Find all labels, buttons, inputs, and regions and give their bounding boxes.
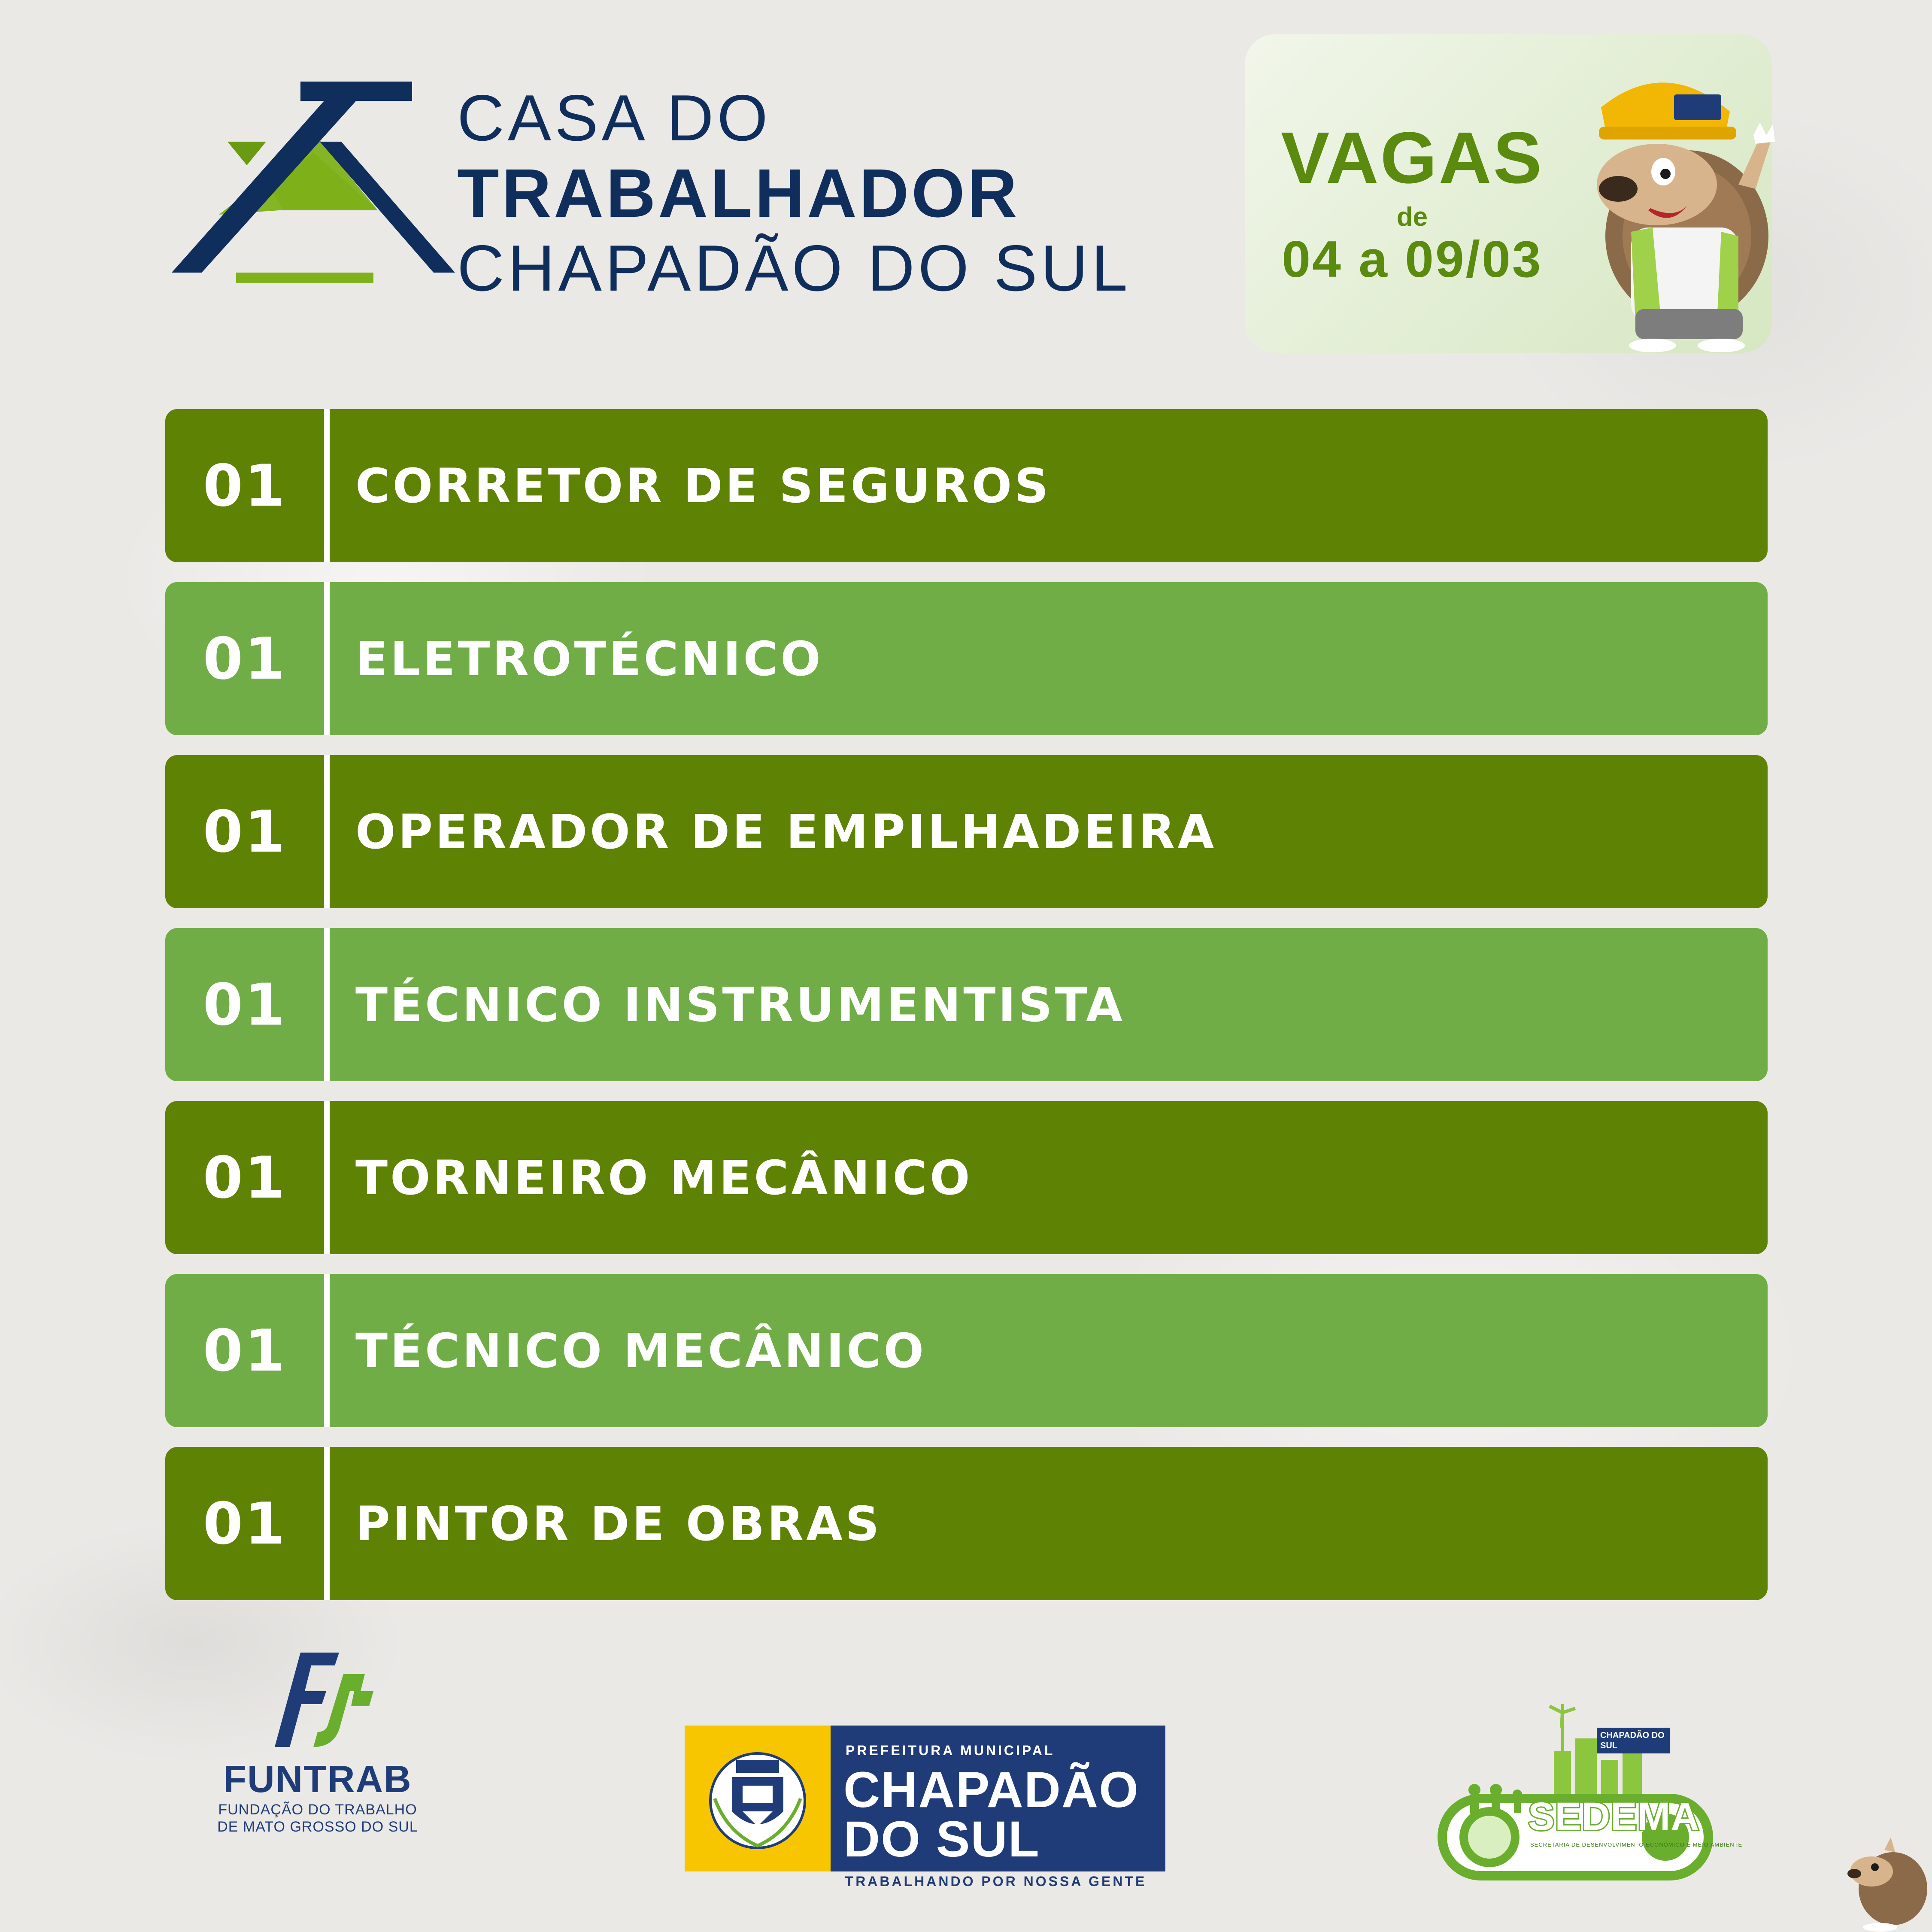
funtrab-subtitle-1: FUNDAÇÃO DO TRABALHO <box>218 1802 417 1818</box>
sedema-badge: CHAPADÃO DO SUL <box>1597 1728 1670 1753</box>
job-quantity: 01 <box>203 625 287 692</box>
job-divider <box>324 928 330 1081</box>
funtrab-name: FUNTRAB <box>223 1758 412 1800</box>
job-quantity: 01 <box>203 798 287 865</box>
job-quantity: 01 <box>203 1144 287 1211</box>
job-divider <box>324 409 330 562</box>
job-quantity: 01 <box>203 971 287 1038</box>
prefeitura-label: PREFEITURA MUNICIPAL <box>846 1743 1055 1758</box>
funtrab-logo <box>206 1644 429 1884</box>
job-title: CORRETOR DE SEGUROS <box>355 458 1051 513</box>
prefeitura-name-line-2: DO SUL <box>843 1811 1040 1868</box>
job-divider <box>324 1274 330 1427</box>
prefeitura-name-line-1: CHAPADÃO <box>843 1762 1140 1818</box>
funtrab-logo-icon <box>253 1644 382 1756</box>
title-line-2: TRABALHADOR <box>457 155 1020 231</box>
job-title: PINTOR DE OBRAS <box>355 1496 882 1551</box>
prefeitura-logo <box>685 1726 1165 1871</box>
job-title: TÉCNICO INSTRUMENTISTA <box>355 977 1125 1032</box>
job-title: TÉCNICO MECÂNICO <box>355 1323 927 1378</box>
job-divider <box>324 755 330 908</box>
house-roof-logo-icon <box>172 82 455 296</box>
title-line-1: CASA DO <box>457 82 771 155</box>
armadillo-mascot-icon <box>1558 43 1781 352</box>
municipal-crest-icon <box>702 1747 813 1854</box>
armadillo-corner-icon <box>1841 1833 1932 1932</box>
job-row <box>165 409 1768 562</box>
job-divider <box>324 1101 330 1254</box>
job-row <box>165 1274 1768 1427</box>
job-row <box>165 928 1768 1081</box>
sedema-name: SEDEMA <box>1528 1795 1700 1838</box>
job-row <box>165 582 1768 735</box>
vagas-de: de <box>1396 202 1428 232</box>
job-row <box>165 1447 1768 1600</box>
job-title: OPERADOR DE EMPILHADEIRA <box>355 804 1217 859</box>
job-quantity: 01 <box>203 1317 287 1384</box>
job-quantity: 01 <box>203 452 287 519</box>
job-quantity: 01 <box>203 1490 287 1557</box>
vagas-title: VAGAS <box>1281 117 1544 199</box>
prefeitura-tagline: TRABALHANDO POR NOSSA GENTE <box>845 1874 1147 1889</box>
job-row <box>165 1101 1768 1254</box>
sedema-subtitle: SECRETARIA DE DESENVOLVIMENTO ECONÔMICO E MEIO AMBIENTE <box>1530 1841 1743 1848</box>
title-block <box>457 84 1131 303</box>
title-line-3: CHAPADÃO DO SUL <box>457 232 1131 305</box>
funtrab-subtitle-2: DE MATO GROSSO DO SUL <box>217 1819 418 1835</box>
job-title: ELETROTÉCNICO <box>355 631 823 686</box>
vagas-date-range: 04 a 09/03 <box>1282 231 1543 288</box>
job-row <box>165 755 1768 908</box>
job-title: TORNEIRO MECÂNICO <box>355 1150 973 1205</box>
job-divider <box>324 1447 330 1600</box>
job-divider <box>324 582 330 735</box>
job-list <box>165 409 1768 1620</box>
